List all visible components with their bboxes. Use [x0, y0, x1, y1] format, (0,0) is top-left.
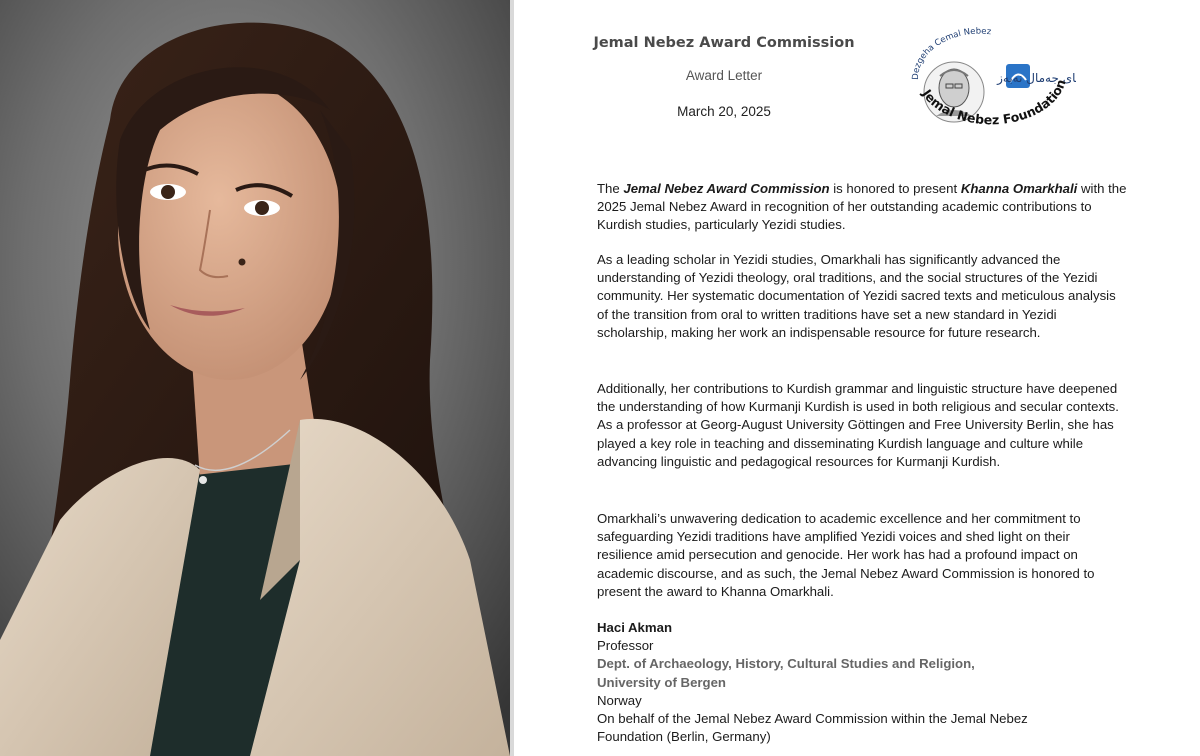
signatory-country: Norway	[597, 692, 642, 708]
letter-paragraph-3: Additionally, her contributions to Kurdish grammar and linguistic structure have deepened the understanding of how Kurmanji Kurdish is used in both religious and secular contexts. As a professor at Georg-August University Göttingen and Free University Berlin, she has played a key role in teaching and disseminating Kurdish language and culture while advancing linguistic and pedagogical resources for Kurmanji Kurdish.	[597, 381, 1119, 469]
logo-bottom-text: Jemal Nebez Foundation	[919, 77, 1069, 128]
portrait-photo	[0, 0, 510, 756]
commission-name: Jemal Nebez Award Commission	[623, 181, 830, 196]
p1-text-b: is honored to present	[829, 181, 961, 196]
award-letter	[514, 0, 1200, 756]
on-behalf-line-1: On behalf of the Jemal Nebez Award Commission within the Jemal Nebez	[597, 711, 1028, 727]
letter-paragraph-4: Omarkhali’s unwavering dedication to academic excellence and her commitment to safeguarding Yezidi traditions have amplified Yezidi voices and shed light on their resilience amid persecution and genocide. Her work has had a profound impact on academic discourse, and as such, the Jemal Nebez Award Commission is honored to present the award to Khanna Omarkhali.	[597, 511, 1095, 599]
p1-text-a: The	[597, 181, 624, 196]
letter-paragraph-2: As a leading scholar in Yezidi studies, Omarkhali has significantly advanced the understanding of Yezidi theology, oral traditions, and the social structures of the Yezidi community. Her systematic documentation of Yezidi sacred texts and meticulous analysis of the transition from oral to written traditions have set a new standard in Yezidi scholarship, making her work an indispensable resource for future research.	[597, 252, 1116, 340]
document-type: Award Letter	[685, 68, 763, 83]
letter-paragraph-1	[597, 180, 1127, 235]
foundation-logo	[906, 20, 1076, 132]
on-behalf-line-2: Foundation (Berlin, Germany)	[597, 729, 771, 745]
organization-heading: Jemal Nebez Award Commission	[593, 35, 855, 51]
recipient-name: Khanna Omarkhali	[960, 181, 1078, 196]
letter-date: March 20, 2025	[677, 104, 771, 119]
logo-top-text: Dezgeha Cemal Nebez	[910, 26, 992, 81]
signatory-department: Dept. of Archaeology, History, Cultural Studies and Religion,	[597, 656, 975, 672]
portrait-illustration	[0, 0, 510, 756]
signatory-name: Haci Akman	[597, 620, 673, 635]
foundation-logo-graphic	[906, 20, 1076, 132]
logo-script-text: ای جەمال نەبەز	[997, 71, 1076, 85]
signatory-title: Professor	[597, 638, 654, 654]
signature-block	[597, 619, 1157, 746]
signatory-university: University of Bergen	[597, 674, 726, 690]
p1-text-c: with the 2025 Jemal Nebez Award in recognition of her outstanding academic contributions to Kurdish studies, particularly Yezidi studies.	[597, 181, 1127, 233]
